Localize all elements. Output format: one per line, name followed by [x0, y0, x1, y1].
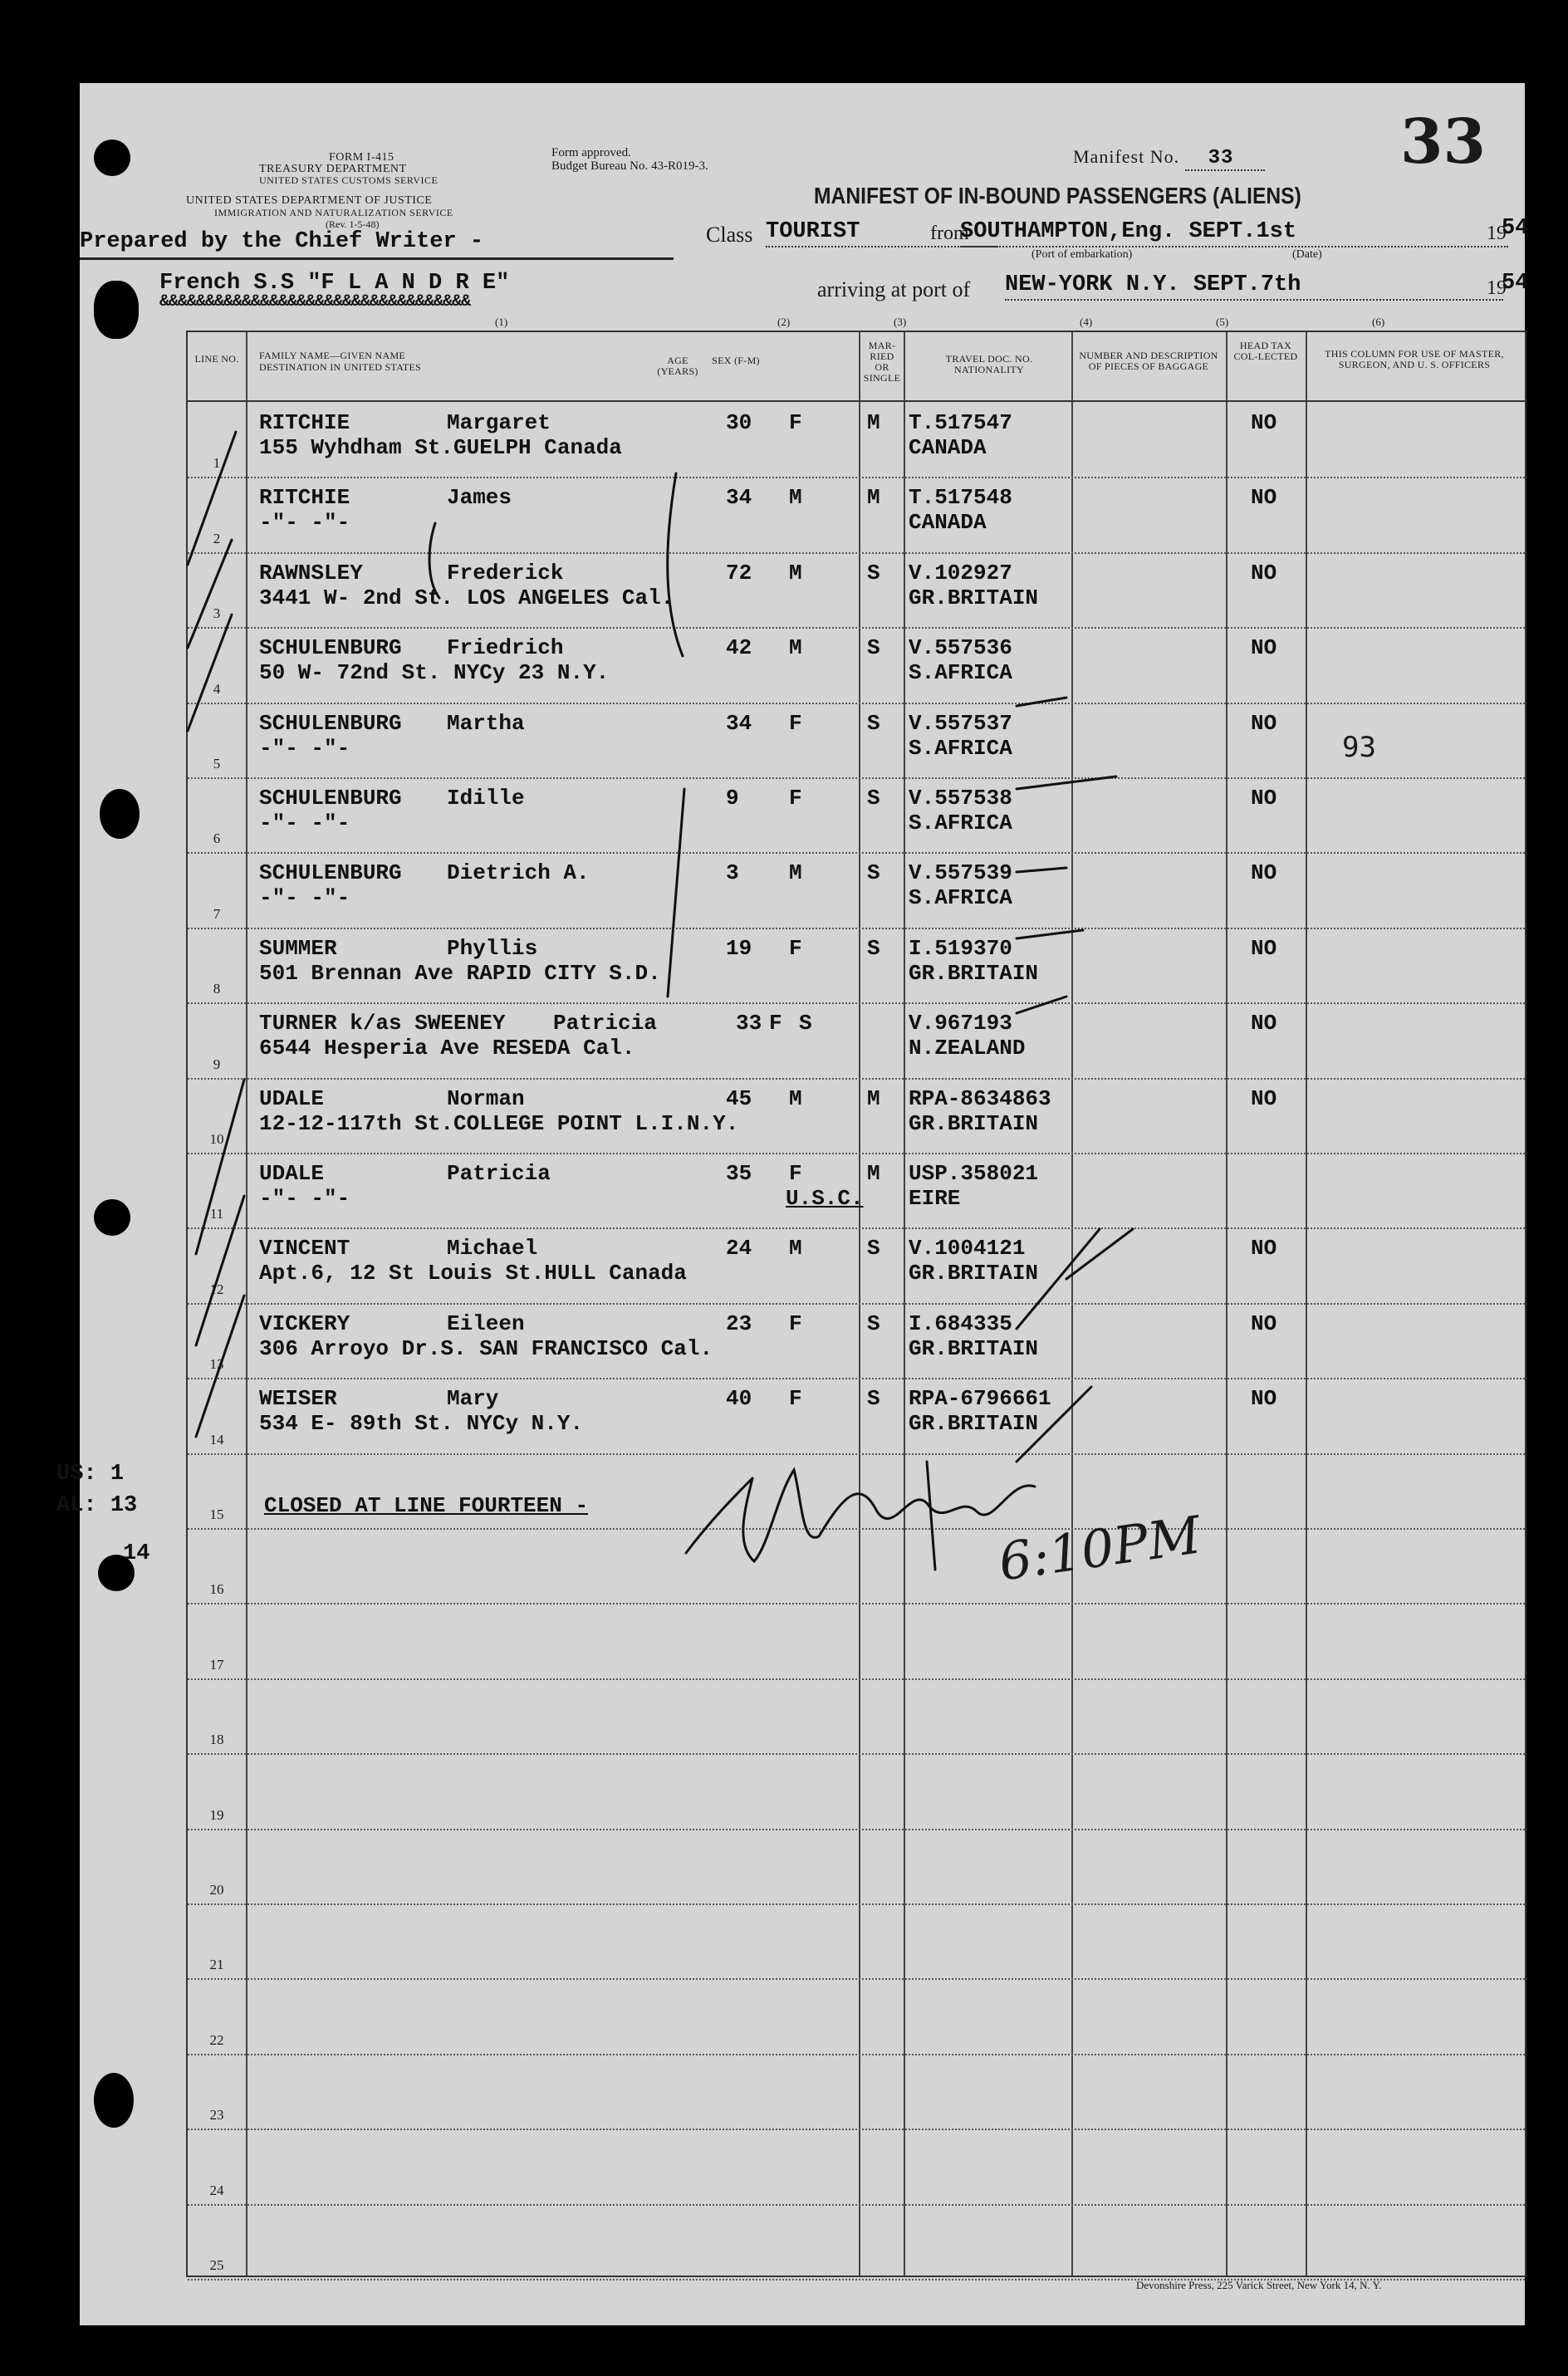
passenger-travel-doc-number: V.557537 — [909, 710, 1012, 736]
passenger-head-tax: NO — [1251, 485, 1277, 511]
row-divider — [188, 1978, 1525, 1980]
passenger-travel-doc-number: V.1004121 — [909, 1236, 1026, 1261]
manifest-label — [1073, 146, 1265, 171]
header-head-tax: HEAD TAX COL-LECTED — [1233, 340, 1298, 362]
passenger-nationality: S.AFRICA — [909, 885, 1012, 911]
date-caption: (Date) — [1292, 248, 1322, 261]
passenger-nationality: GR.BRITAIN — [909, 585, 1039, 610]
passenger-marital-status: S — [867, 1310, 880, 1336]
line-number: 14 — [209, 1431, 224, 1448]
passenger-family-name: SCHULENBURG — [259, 860, 402, 886]
passenger-family-name: VICKERY — [259, 1310, 350, 1336]
passenger-destination: -"- -"- — [259, 1186, 350, 1211]
passenger-given-name: Mary — [447, 1386, 499, 1412]
passenger-family-name: SCHULENBURG — [259, 786, 402, 811]
passenger-given-name: Eileen — [447, 1310, 525, 1336]
passenger-travel-doc-number: V.557539 — [909, 860, 1012, 886]
passenger-age: 34 — [726, 485, 752, 511]
manifest-number: 33 — [1208, 147, 1234, 169]
passenger-age: 24 — [726, 1236, 752, 1261]
header-married: MAR-RIED OR SINGLE — [863, 340, 901, 384]
passenger-family-name: RAWNSLEY — [259, 560, 363, 585]
passenger-head-tax: NO — [1251, 935, 1277, 961]
class-value: TOURIST — [766, 219, 860, 244]
passenger-travel-doc-number: V.557536 — [909, 635, 1012, 661]
tally-al-label: AL: — [56, 1493, 97, 1518]
passenger-sex: M — [789, 635, 802, 661]
passenger-destination: -"- -"- — [259, 510, 350, 536]
officer-note: 93 — [1342, 731, 1376, 764]
passenger-status-note: U.S.C. — [786, 1186, 864, 1211]
line-number: 22 — [209, 2031, 224, 2048]
passenger-head-tax: NO — [1251, 1011, 1277, 1036]
arriving-label: arriving at port of — [817, 277, 971, 301]
header-sex: SEX (F-M) — [712, 355, 760, 366]
arrival-value: NEW-YORK N.Y. SEPT.7th — [1005, 272, 1301, 297]
passenger-sex: F — [789, 410, 802, 435]
passenger-given-name: Patricia — [553, 1011, 657, 1036]
passenger-destination: 306 Arroyo Dr.S. SAN FRANCISCO Cal. — [259, 1335, 713, 1361]
treasury-department: TREASURY DEPARTMENT — [259, 163, 407, 175]
passenger-travel-doc-number: T.517548 — [909, 485, 1012, 511]
line-number: 4 — [213, 680, 221, 697]
line-number: 15 — [209, 1506, 224, 1522]
row-divider — [188, 1903, 1525, 1905]
ins-service: IMMIGRATION AND NATURALIZATION SERVICE — [214, 207, 453, 218]
colnum-2: (2) — [777, 316, 791, 328]
passenger-age: 23 — [726, 1310, 752, 1336]
passenger-travel-doc-number: USP.358021 — [909, 1161, 1039, 1186]
passenger-given-name: Friedrich — [447, 635, 564, 661]
tally-total: 14 — [123, 1541, 150, 1566]
year-prefix-2: 19 — [1487, 277, 1507, 299]
line-number: 10 — [209, 1131, 224, 1147]
passenger-head-tax: NO — [1251, 560, 1277, 585]
passenger-given-name: Dietrich A. — [447, 860, 590, 886]
passenger-marital-status: S — [867, 860, 880, 886]
passenger-destination: 534 E- 89th St. NYCy N.Y. — [259, 1411, 584, 1437]
class-label: Class — [706, 223, 753, 247]
passenger-sex: F — [769, 1011, 782, 1036]
header-destination: DESTINATION IN UNITED STATES — [259, 361, 422, 373]
passenger-destination: -"- -"- — [259, 811, 350, 835]
passenger-head-tax: NO — [1251, 410, 1277, 435]
form-number: FORM I-415 — [329, 151, 394, 164]
passenger-sex: F — [789, 1161, 802, 1186]
tally-us-value: 1 — [110, 1462, 125, 1487]
line-number: 12 — [209, 1281, 224, 1297]
closed-statement: CLOSED AT LINE FOURTEEN - — [264, 1493, 589, 1518]
passenger-nationality: S.AFRICA — [909, 735, 1012, 761]
passenger-family-name: TURNER k/as SWEENEY — [259, 1011, 506, 1036]
header-baggage: NUMBER AND DESCRIPTION OF PIECES OF BAGGAGE — [1079, 350, 1218, 372]
passenger-age: 34 — [726, 710, 752, 736]
row-divider — [188, 2204, 1525, 2206]
passenger-marital-status: S — [867, 1386, 880, 1412]
passenger-nationality: EIRE — [909, 1186, 961, 1211]
passenger-family-name: VINCENT — [259, 1236, 350, 1261]
binder-hole — [94, 281, 139, 339]
revision: (Rev. 1-5-48) — [326, 218, 380, 230]
line-number: 6 — [213, 830, 221, 847]
passenger-sex: F — [789, 786, 802, 811]
passenger-travel-doc-number: V.967193 — [909, 1011, 1012, 1036]
passenger-marital-status: M — [867, 410, 880, 435]
passenger-head-tax: NO — [1251, 1310, 1277, 1336]
manifest-title: MANIFEST OF IN-BOUND PASSENGERS (ALIENS) — [814, 183, 1301, 208]
year-prefix-1: 19 — [1487, 223, 1507, 244]
passenger-destination: 501 Brennan Ave RAPID CITY S.D. — [259, 960, 661, 986]
passenger-age: 40 — [726, 1386, 752, 1412]
tally-us — [56, 1462, 124, 1487]
row-divider — [188, 1829, 1525, 1830]
passenger-given-name: Norman — [447, 1085, 525, 1111]
tally-us-label: US: — [56, 1462, 97, 1487]
passenger-nationality: GR.BRITAIN — [909, 1261, 1039, 1286]
budget-bureau: Budget Bureau No. 43-R019-3. — [551, 159, 708, 173]
from-label: from — [930, 223, 969, 244]
passenger-age: 42 — [726, 635, 752, 661]
passenger-marital-status: S — [867, 710, 880, 736]
signature-time: 6:10PM — [995, 1504, 1205, 1593]
passenger-marital-status: S — [867, 786, 880, 811]
passenger-nationality: GR.BRITAIN — [909, 1110, 1039, 1136]
passenger-family-name: RITCHIE — [259, 410, 350, 435]
tally-al-value: 13 — [110, 1493, 138, 1518]
passenger-nationality: N.ZEALAND — [909, 1036, 1026, 1061]
line-number: 18 — [209, 1732, 224, 1748]
passenger-destination: 6544 Hesperia Ave RESEDA Cal. — [259, 1036, 635, 1061]
header-age: AGE (YEARS) — [657, 355, 698, 377]
row-divider — [188, 2054, 1525, 2055]
line-number: 9 — [213, 1056, 221, 1072]
passenger-sex: M — [789, 560, 802, 585]
header-line-no: LINE NO. — [194, 353, 239, 365]
line-number: 17 — [209, 1656, 224, 1673]
passenger-head-tax: NO — [1251, 1236, 1277, 1261]
passenger-given-name: Martha — [447, 710, 525, 736]
passenger-head-tax: NO — [1251, 635, 1277, 661]
passenger-given-name: Frederick — [447, 560, 564, 585]
passenger-sex: F — [789, 935, 802, 961]
passenger-travel-doc-number: I.519370 — [909, 935, 1012, 961]
passenger-family-name: SUMMER — [259, 935, 337, 961]
passenger-nationality: S.AFRICA — [909, 660, 1012, 686]
passenger-sex: M — [789, 1085, 802, 1111]
passenger-given-name: Idille — [447, 786, 525, 811]
colnum-4: (4) — [1080, 316, 1093, 328]
line-number: 23 — [209, 2107, 224, 2124]
department-of-justice: UNITED STATES DEPARTMENT OF JUSTICE — [186, 194, 433, 207]
vessel-name: French S.S "F L A N D R E" — [159, 271, 510, 296]
line-number: 19 — [209, 1806, 224, 1823]
passenger-family-name: WEISER — [259, 1386, 337, 1412]
passenger-age: 30 — [726, 410, 752, 435]
year-2: 54 — [1502, 271, 1529, 296]
line-number: 2 — [213, 530, 221, 546]
passenger-age: 33 — [736, 1011, 762, 1036]
passenger-family-name: RITCHIE — [259, 485, 350, 511]
binder-hole — [94, 2073, 134, 2128]
binder-hole — [100, 789, 140, 839]
embarkation-value: SOUTHAMPTON,Eng. SEPT.1st — [960, 219, 1297, 244]
form-approved: Form approved. — [551, 146, 631, 159]
passenger-head-tax: NO — [1251, 1386, 1277, 1412]
passenger-sex: M — [789, 1236, 802, 1261]
passenger-age: 72 — [726, 560, 752, 585]
year-1: 54 — [1502, 216, 1529, 241]
passenger-family-name: SCHULENBURG — [259, 710, 402, 736]
passenger-marital-status: S — [867, 635, 880, 661]
passenger-given-name: James — [447, 485, 512, 511]
row-divider — [188, 1603, 1525, 1604]
passenger-given-name: Margaret — [447, 410, 551, 435]
header-travel-doc: TRAVEL DOC. NO. NATIONALITY — [945, 353, 1033, 375]
line-number: 25 — [209, 2257, 224, 2273]
passenger-destination: 12-12-117th St.COLLEGE POINT L.I.N.Y. — [259, 1110, 739, 1136]
passenger-destination: -"- -"- — [259, 735, 350, 761]
passenger-nationality: CANADA — [909, 510, 987, 536]
vessel-underline: &&&&&&&&&&&&&&&&&&&&&&&&&&&&&&&&&& — [159, 292, 471, 311]
passenger-age: 3 — [726, 860, 739, 886]
passenger-nationality: GR.BRITAIN — [909, 1411, 1039, 1437]
passenger-sex: M — [789, 485, 802, 511]
passenger-travel-doc-number: T.517547 — [909, 410, 1012, 435]
passenger-family-name: SCHULENBURG — [259, 635, 402, 661]
passenger-given-name: Michael — [447, 1236, 538, 1261]
header-officers: THIS COLUMN FOR USE OF MASTER, SURGEON, AND U. S. OFFICERS — [1325, 348, 1504, 370]
passenger-age: 19 — [726, 935, 752, 961]
passenger-given-name: Phyllis — [447, 935, 538, 961]
colnum-6: (6) — [1372, 316, 1385, 328]
passenger-destination: 3441 W- 2nd St. LOS ANGELES Cal. — [259, 585, 674, 610]
line-number: 5 — [213, 756, 221, 772]
passenger-sex: F — [789, 1310, 802, 1336]
passenger-marital-status: S — [867, 1236, 880, 1261]
line-number: 3 — [213, 605, 221, 622]
line-number: 8 — [213, 981, 221, 997]
passenger-nationality: S.AFRICA — [909, 811, 1012, 835]
manifest-sheet — [80, 83, 1529, 2325]
passenger-sex: F — [789, 710, 802, 736]
passenger-given-name: Patricia — [447, 1161, 551, 1186]
passenger-head-tax: NO — [1251, 860, 1277, 886]
passenger-marital-status: M — [867, 485, 880, 511]
line-number: 7 — [213, 905, 221, 922]
customs-service: UNITED STATES CUSTOMS SERVICE — [259, 174, 439, 186]
prepared-by: Prepared by the Chief Writer - — [80, 229, 484, 254]
embarkation-field — [960, 219, 1508, 247]
passenger-destination: 50 W- 72nd St. NYCy 23 N.Y. — [259, 660, 610, 686]
colnum-1: (1) — [495, 316, 508, 328]
passenger-sex: M — [789, 860, 802, 886]
prepared-by-underline — [80, 257, 674, 260]
passenger-marital-status: S — [799, 1011, 812, 1036]
row-divider — [188, 1678, 1525, 1680]
passenger-travel-doc-number: V.557538 — [909, 786, 1012, 811]
sheet-number: 33 — [1400, 106, 1486, 178]
passenger-family-name: UDALE — [259, 1161, 325, 1186]
passenger-age: 35 — [726, 1161, 752, 1186]
passenger-travel-doc-number: RPA-6796661 — [909, 1386, 1051, 1412]
passenger-head-tax: NO — [1251, 786, 1277, 811]
line-number: 11 — [209, 1206, 224, 1222]
passenger-head-tax: NO — [1251, 1085, 1277, 1111]
passenger-travel-doc-number: I.684335 — [909, 1310, 1012, 1336]
row-divider — [188, 2129, 1525, 2130]
passenger-nationality: CANADA — [909, 435, 987, 460]
printer-footer: Devonshire Press, 225 Varick Street, New York 14, N. Y. — [1136, 2279, 1382, 2291]
passenger-family-name: UDALE — [259, 1085, 325, 1111]
passenger-head-tax: NO — [1251, 710, 1277, 736]
passenger-nationality: GR.BRITAIN — [909, 1335, 1039, 1361]
line-number: 21 — [209, 1957, 224, 1973]
header-family-name: FAMILY NAME—GIVEN NAME — [259, 350, 406, 361]
passenger-nationality: GR.BRITAIN — [909, 960, 1039, 986]
colnum-5: (5) — [1216, 316, 1229, 328]
binder-hole — [94, 1199, 130, 1236]
manifest-number-field — [1185, 146, 1265, 171]
row-divider — [188, 1753, 1525, 1755]
pen-marks — [186, 399, 1266, 1478]
passenger-marital-status: S — [867, 935, 880, 961]
line-number: 13 — [209, 1356, 224, 1373]
manifest-label-text: Manifest No. — [1073, 146, 1180, 167]
line-number: 16 — [209, 1581, 224, 1598]
arrival-field — [1005, 272, 1503, 301]
passenger-sex: F — [789, 1386, 802, 1412]
passenger-travel-doc-number: RPA-8634863 — [909, 1085, 1051, 1111]
line-number: 24 — [209, 2182, 224, 2198]
port-embarkation-caption: (Port of embarkation) — [1031, 248, 1133, 261]
passenger-destination: 155 Wyhdham St.GUELPH Canada — [259, 435, 622, 460]
line-number: 20 — [209, 1882, 224, 1898]
tally-al — [56, 1493, 137, 1518]
passenger-destination: Apt.6, 12 St Louis St.HULL Canada — [259, 1261, 687, 1286]
passenger-marital-status: M — [867, 1085, 880, 1111]
line-number: 1 — [213, 455, 221, 472]
passenger-destination: -"- -"- — [259, 885, 350, 911]
passenger-age: 9 — [726, 786, 739, 811]
passenger-marital-status: M — [867, 1161, 880, 1186]
colnum-3: (3) — [894, 316, 907, 328]
passenger-age: 45 — [726, 1085, 752, 1111]
binder-hole — [94, 140, 130, 176]
passenger-marital-status: S — [867, 560, 880, 585]
passenger-travel-doc-number: V.102927 — [909, 560, 1012, 585]
